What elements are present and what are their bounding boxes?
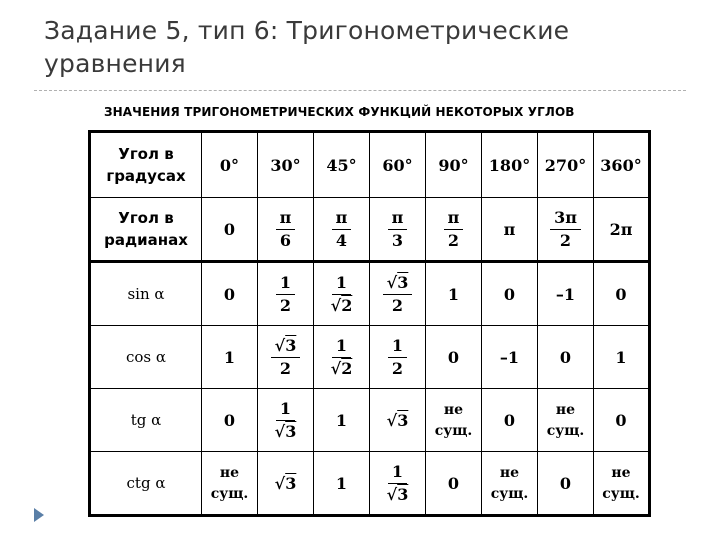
row-label: Угол в радианах [90, 198, 202, 262]
table-cell: $\frac{√3}{2}$ [370, 262, 426, 326]
table-cell: $\frac{1}{√2}$ [314, 326, 370, 389]
slide-title: Задание 5, тип 6: Тригонометрические уравнения [44, 16, 570, 78]
table-cell: $\frac{1}{√3}$ [258, 389, 314, 452]
table-cell: 0 [482, 389, 538, 452]
table-cell: $\frac{1}{√2}$ [314, 262, 370, 326]
table-cell: 0 [426, 326, 482, 389]
table-cell: $\frac{1}{√3}$ [370, 452, 426, 516]
table-heading: ЗНАЧЕНИЯ ТРИГОНОМЕТРИЧЕСКИХ ФУНКЦИЙ НЕКОТОРЫХ УГЛОВ [104, 105, 575, 119]
table-cell: $\frac{1}{2}$ [370, 326, 426, 389]
table-row-ctg [90, 452, 650, 516]
table-cell: √3 [370, 389, 426, 452]
table-cell: не сущ. [482, 452, 538, 516]
table-cell: 30° [258, 132, 314, 198]
trig-values-table [88, 130, 651, 517]
table-cell: $\frac{3\pi}{2}$ [538, 198, 594, 262]
row-label: cos α [90, 326, 202, 389]
table-cell: 1 [426, 262, 482, 326]
table-cell: 0 [202, 262, 258, 326]
table-cell: $\frac{\pi}{3}$ [370, 198, 426, 262]
table-cell: не сущ. [538, 389, 594, 452]
table-cell: π [482, 198, 538, 262]
table-cell: 360° [594, 132, 650, 198]
table-row-tg [90, 389, 650, 452]
table-cell: 0 [202, 389, 258, 452]
table-cell: –1 [538, 262, 594, 326]
table-cell: 0 [538, 326, 594, 389]
table-cell: не сущ. [594, 452, 650, 516]
table-cell: 0 [594, 262, 650, 326]
table-cell: 1 [314, 389, 370, 452]
table-row-cos [90, 326, 650, 389]
table-cell: 60° [370, 132, 426, 198]
table-cell: 0 [482, 262, 538, 326]
table-cell: не сущ. [426, 389, 482, 452]
table-cell: 0 [538, 452, 594, 516]
row-label: ctg α [90, 452, 202, 516]
table-cell: 270° [538, 132, 594, 198]
table-cell: $\frac{\pi}{4}$ [314, 198, 370, 262]
row-label: Угол в градусах [90, 132, 202, 198]
table-cell: 45° [314, 132, 370, 198]
row-label: tg α [90, 389, 202, 452]
bullet-arrow-icon [34, 508, 44, 522]
table-cell: $\frac{√3}{2}$ [258, 326, 314, 389]
table-cell: √3 [258, 452, 314, 516]
table-cell: 0° [202, 132, 258, 198]
table-cell: 0 [202, 198, 258, 262]
table-row-radians [90, 198, 650, 262]
table-cell: 180° [482, 132, 538, 198]
table-cell: $\frac{\pi}{6}$ [258, 198, 314, 262]
table-cell: 1 [202, 326, 258, 389]
table-cell: –1 [482, 326, 538, 389]
table-cell: не сущ. [202, 452, 258, 516]
row-label: sin α [90, 262, 202, 326]
table-cell: 1 [314, 452, 370, 516]
table-cell: $\frac{1}{2}$ [258, 262, 314, 326]
title-divider [34, 90, 686, 91]
table-cell: 90° [426, 132, 482, 198]
table-row-degrees [90, 132, 650, 198]
table-row-sin [90, 262, 650, 326]
table-cell: $\frac{\pi}{2}$ [426, 198, 482, 262]
table-cell: 0 [594, 389, 650, 452]
table-cell: 0 [426, 452, 482, 516]
table-cell: 2π [594, 198, 650, 262]
table-cell: 1 [594, 326, 650, 389]
